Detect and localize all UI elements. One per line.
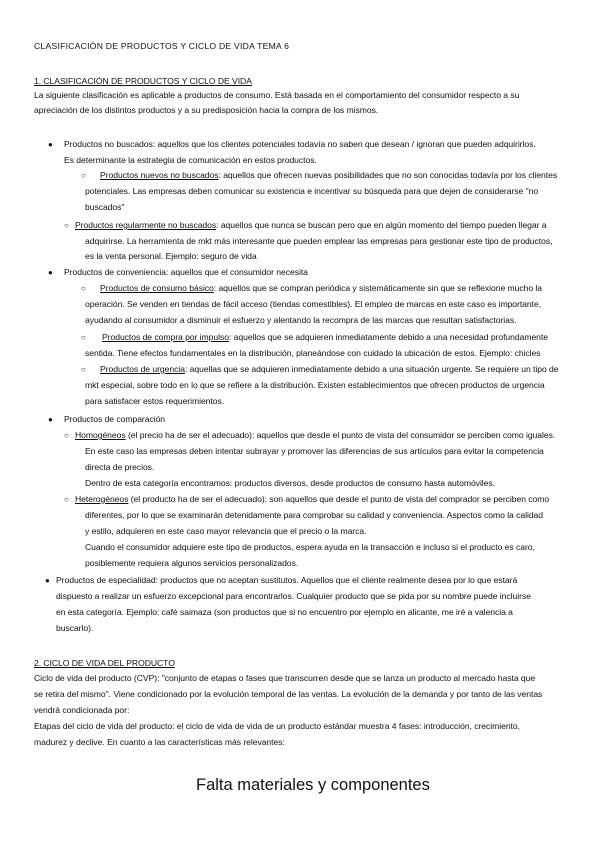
section-2-heading: 2. CICLO DE VIDA DEL PRODUCTO — [34, 658, 175, 668]
comparacion-label: Productos de comparación — [64, 414, 166, 424]
no-buscados-cont: Es determinante la estrategia de comunicación en estos productos. — [64, 155, 317, 165]
cvp-line-5: madurez y declive. En cuanto a las características más relevantes: — [34, 737, 285, 747]
especialidad-cont-2: en esta categoría. Ejemplo: café saimaza (son productos que si no encuentro por ejemplo en alicante, me iré a valencia a — [56, 607, 513, 617]
homogeneos-term: Homogéneos — [75, 430, 126, 440]
impulso-text: : aquellos que se adquieren inmediatamente debido a una necesidad profundamente — [228, 332, 548, 342]
section-1-heading: 1. CLASIFICACIÓN DE PRODUCTOS Y CICLO DE VIDA — [34, 76, 252, 86]
nuevos-term: Productos nuevos no buscados — [100, 170, 219, 180]
bullet-circle-icon: ○ — [81, 365, 86, 374]
no-buscados-label: Productos no buscados: aquellos que los clientes potenciales todavía no saben que desean / ignoran que pueden adquirirlos. — [64, 139, 536, 149]
cvp-line-4: Etapas del ciclo de vida del producto: el ciclo de vida de vida de un producto estándar muestra 4 fases: introducción, crecimiento, — [34, 721, 520, 731]
nuevos-item — [100, 170, 557, 181]
bullet-circle-icon: ○ — [64, 221, 69, 230]
homogeneos-item — [75, 430, 555, 441]
regulares-cont-1: adquirirse. La herramienta de mkt más interesante que pueden emplear las empresas para gestionar este tipo de productos, — [85, 236, 553, 246]
homogeneos-cont-1: En este caso las empresas deben intentar subrayar y promover las diferencias de sus artículos para evitar la competencia — [85, 446, 544, 456]
intro-line-1: La siguiente clasificación es aplicable a productos de consumo. Está basada en el comportamiento del consumidor respecto a su — [34, 90, 520, 100]
cvp-line-3: vendrá condicionada por: — [34, 705, 130, 715]
heterogeneos-text: (el producto ha de ser el adecuado): son aquellos que desde el punto de vista del comprador se perciben como — [128, 494, 550, 504]
urgencia-item — [100, 364, 559, 375]
bullet-circle-icon: ○ — [81, 171, 86, 180]
especialidad-cont-1: dispuesto a realizar un esfuerzo excepcional para encontrarlos. Cualquier producto que se pida por su nombre puede incluirse — [56, 591, 531, 601]
heterogeneos-cont-4: posiblemente requiera algunos servicios personalizados. — [85, 558, 299, 568]
homogeneos-text: (el precio ha de ser el adecuado): aquellos que desde el punto de vista del consumidor se perciben como iguales. — [125, 430, 556, 440]
bullet-disc-icon: ● — [48, 140, 53, 149]
cvp-line-2: se retira del mismo". Viene condicionado por la evolución temporal de las ventas. La evolución de la demanda y por tanto de las ventas — [34, 689, 543, 699]
regulares-text: : aquellos que nunca se buscan pero que en algún momento del tiempo pueden llegar a — [216, 220, 547, 230]
cvp-line-1: Ciclo de vida del producto (CVP): "conjunto de etapas o fases que transcurren desde que se lanza un producto al mercado hasta que — [34, 673, 536, 683]
heterogeneos-term: Heterogéneos — [75, 494, 129, 504]
bullet-circle-icon: ○ — [64, 495, 69, 504]
heterogeneos-item — [75, 494, 549, 505]
homogeneos-cont-2: directa de precios. — [85, 462, 155, 472]
urgencia-text: : aquellas que se adquieren inmediatamente debido a una situación urgente. Se requiere un tipo de — [184, 364, 559, 374]
footer-note: Falta materiales y componentes — [196, 776, 430, 794]
basico-term: Productos de consumo básico — [100, 283, 214, 293]
especialidad-cont-3: buscarlo). — [56, 623, 94, 633]
bullet-disc-icon: ● — [48, 268, 53, 277]
bullet-circle-icon: ○ — [64, 431, 69, 440]
basico-cont-1: operación. Se venden en tiendas de fácil acceso (tiendas comestibles). El empleo de marcas en este caso es importante, — [85, 299, 542, 309]
regulares-cont-2: es la venta personal. Ejemplo: seguro de vida — [85, 251, 257, 261]
bullet-circle-icon: ○ — [81, 333, 86, 342]
heterogeneos-cont-2: y estilo, adquieren en este caso mayor relevancia que el precio o la marca. — [85, 526, 367, 536]
heterogeneos-cont-1: diferentes, por lo que se examinarán detenidamente para comprobar su calidad y conveniencia. Aspectos como la calidad — [85, 510, 544, 520]
basico-text: : aquellos que se compran periódica y sistemáticamente sin que se reflexione mucho la — [213, 283, 543, 293]
basico-item — [100, 283, 542, 294]
nuevos-text: : aquellos que ofrecen nuevas posibilidades que no son conocidas todavía por los clientes — [218, 170, 558, 180]
impulso-term: Productos de compra por impulso — [102, 332, 229, 342]
bullet-disc-icon: ● — [48, 415, 53, 424]
regulares-item — [75, 220, 546, 231]
heterogeneos-cont-3: Cuando el consumidor adquiere este tipo de productos, espera ayuda en la transacción e incluso si el producto es caro, — [85, 542, 535, 552]
urgencia-term: Productos de urgencia — [100, 364, 185, 374]
urgencia-cont-1: mkt especial, sobre todo en lo que se refiere a la distribución. Existen establecimientos que ofrecen productos de urgencia — [85, 380, 545, 390]
impulso-item — [102, 332, 548, 343]
homogeneos-cont-3: Dentro de esta categoría encontramos: productos diversos, desde productos de consumo hasta automóviles. — [85, 478, 495, 488]
conveniencia-label: Productos de conveniencia: aquellos que el consumidor necesita — [64, 267, 308, 277]
impulso-cont-1: sentida. Tiene efectos fundamentales en la distribución, planeándose con cuidado la ubicación de estos. Ejemplo: chicles — [85, 348, 541, 358]
nuevos-cont-1: potenciales. Las empresas deben comunicar su existencia e incentivar su búsqueda para que dejen de considerarse "no — [85, 186, 539, 196]
intro-line-2: apreciación de los distintos productos y a su predisposición hacia la compra de los mismos. — [34, 105, 379, 115]
nuevos-cont-2: buscados" — [85, 202, 125, 212]
basico-cont-2: ayudando al consumidor a disminuir el esfuerzo y alentando la recompra de las marcas que resultan satisfactorias. — [85, 315, 517, 325]
bullet-circle-icon: ○ — [81, 284, 86, 293]
regulares-term: Productos regularmente no buscados — [75, 220, 217, 230]
bullet-disc-icon: ● — [45, 576, 50, 585]
document-title: CLASIFICACIÓN DE PRODUCTOS Y CICLO DE VIDA TEMA 6 — [34, 41, 290, 51]
urgencia-cont-2: para satisfacer estos requerimientos. — [85, 396, 225, 406]
especialidad-label: Productos de especialidad: productos que no aceptan sustitutos. Aquellos que el cliente realmente desea por lo que estará — [56, 575, 518, 585]
